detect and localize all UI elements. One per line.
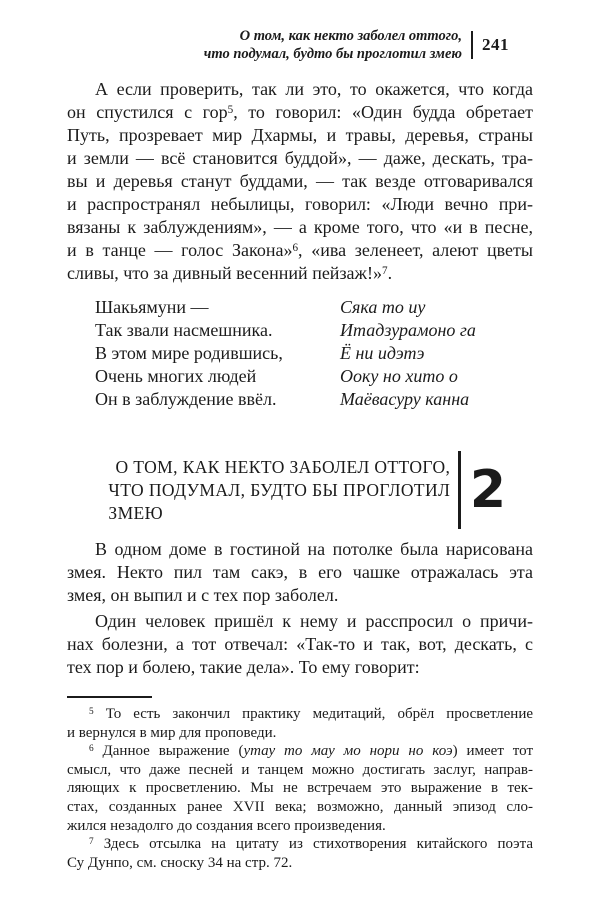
header-divider [471,31,473,59]
text-segment: змея, он выпил и с тех пор заболел. [67,585,339,605]
text-segment: вы и деревья станут буддами, — так везде отговаривался [67,171,533,191]
text-segment: и земли — всё становится буддой», — даже, дескать, тра- [67,148,533,168]
text-line [340,319,533,342]
text-segment: ЗМЕЮ [108,502,164,523]
text-line [108,502,450,525]
text-line [67,239,533,262]
text-segment: , «ива зеленеет, алеют цветы [298,240,534,260]
text-line [67,854,533,873]
text-line [67,170,533,193]
text-segment: стах, созданных ранее XVII века; возможно, данный эпизод сло- [67,798,533,815]
text-segment: Шакьямуни — [95,297,209,317]
text-segment: 7 [89,836,94,847]
text-line [67,124,533,147]
text-line [67,779,533,798]
text-segment: 5 [89,706,94,717]
text-line [67,798,533,817]
text-line [67,584,533,607]
paragraph [67,538,533,607]
text-segment: 6 [89,744,94,755]
text-line [67,538,533,561]
text-line [95,342,340,365]
text-line [67,610,533,633]
text-segment: тех пор и болею, такие дела». То ему говорит: [67,657,420,677]
text-segment: 6 [292,241,299,254]
text-segment: Маёвасуру канна [340,389,470,409]
text-segment: В одном доме в гостиной на потолке была нарисована [95,539,533,559]
text-segment: В этом мире родившись, [95,343,283,363]
text-line [67,761,533,780]
footnote [67,742,533,835]
text-line [67,193,533,216]
poem-transliteration [340,296,533,411]
text-segment: Итадзурамоно га [340,320,476,340]
text-line [340,296,533,319]
footnotes-section [67,696,533,872]
text-segment: и распространял небылицы, говорил: «Люди вечно при- [67,194,533,214]
text-segment: жился незадолго до создания всего произведения. [67,817,386,834]
text-line [67,147,533,170]
text-line [67,724,533,743]
text-segment: змея. Некто пил там сакэ, в его чашке отражалась эта [67,562,533,582]
text-segment: он спустился с гор [67,102,228,122]
text-segment: утау то мау мо нори но коэ [243,743,453,760]
text-line [108,479,450,502]
text-line [95,388,340,411]
chapter-number: 2 [469,460,505,520]
text-segment: Он в заблуждение ввёл. [95,389,277,409]
text-line [340,365,533,388]
text-line [67,101,533,124]
text-segment: Ооку но хито о [340,366,458,386]
text-line [67,561,533,584]
text-segment: Путь, прозревает мир Дхармы, и травы, деревья, страны [67,125,533,145]
text-line [108,456,450,479]
text-segment: А если проверить, так ли это, то окажется, что когда [95,79,533,99]
text-line [340,342,533,365]
running-title [204,27,462,63]
text-line [67,633,533,656]
text-segment: ляющих к просветлению. Мы не встречаем это выражение в тек- [67,780,533,797]
text-line [340,388,533,411]
text-segment: и в танце — голос Закона» [67,240,293,260]
text-segment: 5 [227,103,234,116]
text-segment: сливы, что за дивный весенний пейзаж!» [67,263,382,283]
chapter-heading [67,451,505,529]
text-line [67,742,533,761]
paragraph [67,78,533,285]
text-line [67,817,533,836]
text-segment: Один человек пришёл к нему и расспросил о причи- [95,611,533,631]
text-line [95,296,340,319]
text-segment: , то говорил: «Один будда обретает [233,102,533,122]
text-line [67,262,533,285]
text-segment: Так звали насмешника. [95,320,273,340]
text-segment: То есть закончил практику медитаций, обрёл просветление [93,706,533,722]
text-segment: вязаны к заблуждениям», — а кроме того, что «и в песне, [67,217,533,237]
text-segment: и вернулся в мир для проповеди. [67,724,277,741]
running-title-line: что подумал, будто бы проглотил змею [203,46,462,62]
text-segment: Сяка то иу [340,297,426,317]
text-segment: ЧТО ПОДУМАЛ, БУДТО БЫ ПРОГЛОТИЛ [108,479,451,500]
running-title-line: О том, как некто заболел оттого, [239,28,462,44]
text-segment: смысл, что даже песней и танцем можно достигать заслуг, направ- [67,761,533,778]
text-line [67,835,533,854]
running-header [67,0,533,63]
text-line [67,656,533,679]
text-column [67,0,533,872]
footnote [67,835,533,872]
text-segment: ) имеет тот [452,743,534,760]
poem [67,296,533,411]
text-segment: . [387,263,393,283]
text-segment: нах болезни, а тот отвечал: «Так-то и так, вот, дескать, с [67,634,533,654]
text-segment: О ТОМ, КАК НЕКТО ЗАБОЛЕЛ ОТТОГО, [115,456,451,477]
footnote-rule [67,696,152,698]
text-line [67,216,533,239]
text-segment: Су Дунпо, см. сноску 34 на стр. 72. [67,854,293,871]
text-segment: Здесь отсылка на цитату из стихотворения китайского поэта [93,836,533,853]
chapter-divider [458,451,461,529]
text-segment: Ё ни идэтэ [340,343,425,363]
text-segment: Очень многих людей [95,366,257,386]
text-line [67,78,533,101]
page-number: 241 [482,35,509,54]
text-segment: Данное выражение ( [93,743,244,760]
text-line [95,319,340,342]
text-line [95,365,340,388]
text-line [67,705,533,724]
chapter-title [108,456,450,525]
text-segment: 7 [381,264,388,277]
footnote [67,705,533,742]
paragraph [67,610,533,679]
poem-russian [95,296,340,411]
